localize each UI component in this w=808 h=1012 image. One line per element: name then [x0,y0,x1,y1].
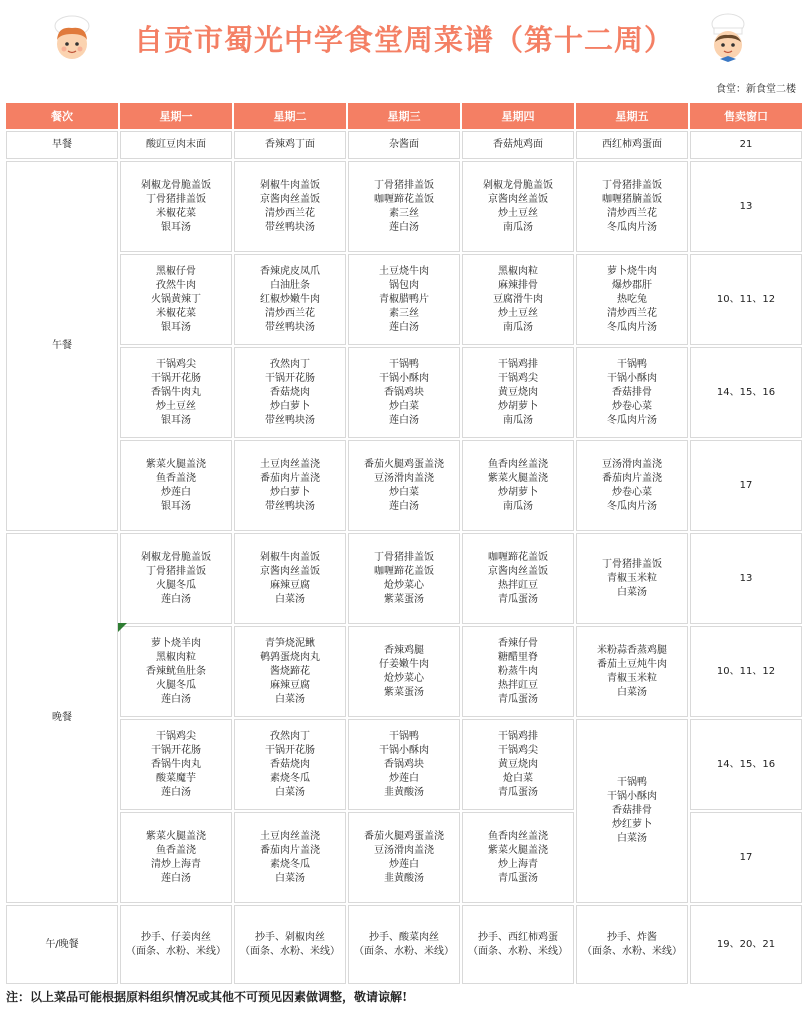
dish-item: 香锅牛肉丸 [151,758,201,770]
dish-item: 炒红萝卜 [612,819,652,830]
window-cell: 21 [690,131,802,159]
dish-item: 炒卷心菜 [612,486,652,498]
dish-item: 萝卜烧羊肉 [151,637,201,649]
dish-item: 剁椒牛肉盖饭 [260,179,320,191]
dish-item: 孜然牛肉 [156,279,196,291]
column-header: 餐次 [6,103,118,129]
dish-item: 糖醋里脊 [498,651,538,663]
dish-item: （面条、水粉、米线） [354,945,454,957]
dish-item: 土豆肉丝盖浇 [260,458,320,470]
dish-item: 冬瓜肉片汤 [607,500,657,512]
dish-item: 鱼香肉丝盖浇 [488,830,548,842]
dish-item: 香辣仔骨 [498,637,538,649]
column-header: 星期四 [462,103,574,129]
dish-item: 抄手、酸菜肉丝 [369,931,439,943]
dish-item: 干锅鸡尖 [498,744,538,756]
dish-item: 番茄火腿鸡蛋盖浇 [364,830,444,842]
table-row-dinner [6,719,802,810]
table-row-lunch [6,440,802,531]
window-cell: 14、15、16 [690,719,802,810]
dish-item: 炒莲白 [389,858,419,870]
dish-item: 干锅开花肠 [151,744,201,756]
dish-item: 银耳汤 [161,500,191,512]
dish-item: 白菜汤 [617,833,647,844]
dish-item: 丁骨猪排盖饭 [602,558,662,570]
dish-item: 带丝鸭块汤 [265,221,315,233]
menu-cell [462,905,574,984]
dish-item: 青椒腊鸭片 [379,293,429,305]
table-row-breakfast [6,131,802,159]
dish-item: 咖喱蹄花盖饭 [374,565,434,577]
dish-item: 香锅鸡块 [384,386,424,398]
dish-item: 炒白萝卜 [270,486,310,498]
dish-item: 香锅鸡块 [384,758,424,770]
dish-item: 丁骨猪排盖饭 [146,193,206,205]
dish-item: 紫菜蛋汤 [384,593,424,605]
dish-item: 酸菜魔芋 [156,772,196,784]
dish-item: 鱼香肉丝盖浇 [488,458,548,470]
dish-item: 火腿冬瓜 [156,679,196,691]
page-title: 自贡市蜀光中学食堂周菜谱（第十二周） [133,23,674,57]
dish-item: 青瓜蛋汤 [498,872,538,884]
dish-item: 鹌鹑蛋烧肉丸 [260,651,320,663]
menu-cell [576,254,688,345]
dish-item: 黑椒肉粒 [498,265,538,277]
dish-item: 清炒西兰花 [607,207,657,219]
dish-item: 冬瓜肉片汤 [607,321,657,333]
dish-item: 香锅牛肉丸 [151,386,201,398]
menu-cell [348,440,460,531]
menu-cell [120,905,232,984]
dish-item: 咖喱蹄花盖饭 [488,551,548,563]
table-row-lunch [6,254,802,345]
window-cell: 17 [690,812,802,903]
menu-cell [234,626,346,717]
dish-item: 南瓜汤 [503,221,533,233]
dish-item: 香菇排骨 [612,805,652,816]
dish-item: 鱼香盖浇 [156,844,196,856]
dish-item: 莲白汤 [389,321,419,333]
dish-item: 米椒花菜 [156,207,196,219]
dish-item: 清炒西兰花 [265,207,315,219]
dish-item: 干锅小酥肉 [607,791,657,802]
dish-item: 炒土豆丝 [156,400,196,412]
dish-item: 带丝鸭块汤 [265,414,315,426]
dish-item: 丁骨猪排盖饭 [374,179,434,191]
meal-label: 午餐 [6,161,118,531]
dish-item: 白油肚条 [270,279,310,291]
menu-cell [120,161,232,252]
dish-item: 干锅小酥肉 [379,372,429,384]
dish-item: 爆炒郡肝 [612,279,652,291]
chef-boy-icon [700,12,756,66]
dish-item: 干锅鸡排 [498,730,538,742]
dish-item: 米粉蒜香蒸鸡腿 [597,644,667,656]
menu-cell [120,719,232,810]
dish-item: 鱼香盖浇 [156,472,196,484]
menu-cell [462,626,574,717]
dish-item: 干锅鸭 [389,730,419,742]
menu-cell [576,626,688,717]
window-cell: 17 [690,440,802,531]
table-row-lunch [6,161,802,252]
dish-item: 干锅鸡尖 [156,358,196,370]
menu-cell [120,533,232,624]
dish-item: 炝炒菜心 [384,579,424,591]
dish-item: 青瓜蛋汤 [498,786,538,798]
dish-item: 抄手、西红柿鸡蛋 [478,931,558,943]
dish-item: 冬瓜肉片汤 [607,221,657,233]
menu-cell [348,626,460,717]
dish-item: 紫菜火腿盖浇 [146,830,206,842]
menu-cell [120,812,232,903]
dish-item: 干锅鸡尖 [498,372,538,384]
dish-item: 黑椒肉粒 [156,651,196,663]
dish-item: 莲白汤 [389,500,419,512]
table-header-row [6,103,802,129]
dish-item: 干锅鸡排 [498,358,538,370]
window-cell: 10、11、12 [690,254,802,345]
column-header: 星期三 [348,103,460,129]
dish-item: 抄手、炸酱 [607,931,657,943]
menu-cell [120,626,232,717]
dish-item: 紫菜蛋汤 [384,686,424,698]
dish-item: 黄豆烧肉 [498,386,538,398]
dish-item: （面条、水粉、米线） [126,945,226,957]
dish-item: 番茄肉片盖浇 [602,472,662,484]
dish-item: 白菜汤 [275,786,305,798]
dish-item: 素三丝 [389,207,419,219]
dish-item: （面条、水粉、米线） [468,945,568,957]
menu-cell [462,254,574,345]
dish-item: 炒土豆丝 [498,307,538,319]
dish-item: 紫菜火腿盖浇 [488,844,548,856]
menu-cell [462,161,574,252]
dish-item: 番茄肉片盖浇 [260,472,320,484]
dish-item: 炝炒菜心 [384,672,424,684]
dish-item: 南瓜汤 [503,321,533,333]
dish-item: 炒白萝卜 [270,400,310,412]
dish-item: 干锅小酥肉 [379,744,429,756]
dish-item: 剁椒龙骨脆盖饭 [483,179,553,191]
dish-item: 香辣虎皮凤爪 [260,265,320,277]
menu-cell [348,161,460,252]
column-header: 星期二 [234,103,346,129]
dish-item: 火锅黄辣丁 [151,293,201,305]
dish-item: 炒白菜 [389,400,419,412]
window-cell: 19、20、21 [690,905,802,984]
dish-item: 酱烧蹄花 [270,665,310,677]
dish-item: 粉蒸牛肉 [498,665,538,677]
dish-item: 干锅开花肠 [151,372,201,384]
dish-item: 银耳汤 [161,414,191,426]
dish-item: 莲白汤 [161,872,191,884]
dish-item: 孜然肉丁 [270,730,310,742]
menu-cell [120,254,232,345]
dish-item: 丁骨猪排盖饭 [602,179,662,191]
dish-item: 青椒玉米粒 [607,572,657,584]
dish-item: （面条、水粉、米线） [582,945,682,957]
dish-item: 冬瓜肉片汤 [607,414,657,426]
menu-cell: 西红柿鸡蛋面 [576,131,688,159]
dish-item: 豆汤滑肉盖浇 [374,472,434,484]
dish-item: 莲白汤 [161,786,191,798]
dish-item: 京酱肉丝盖饭 [488,565,548,577]
page-header [0,0,808,80]
menu-cell: 香辣鸡丁面 [234,131,346,159]
dish-item: 炒上海青 [498,858,538,870]
dish-item: 番茄火腿鸡蛋盖浇 [364,458,444,470]
dish-item: 土豆烧牛肉 [379,265,429,277]
dish-item: 红椒炒嫩牛肉 [260,293,320,305]
menu-cell [576,440,688,531]
menu-cell [234,812,346,903]
dish-item: 京酱肉丝盖饭 [488,193,548,205]
menu-cell [348,254,460,345]
dish-item: 孜然肉丁 [270,358,310,370]
dish-item: 香辣鸡腿 [384,644,424,656]
canteen-location: 食堂：新食堂二楼 [716,84,796,95]
dish-item: 炒胡萝卜 [498,400,538,412]
dish-item: 干锅开花肠 [265,372,315,384]
menu-cell [120,440,232,531]
dish-item: 萝卜烧牛肉 [607,265,657,277]
cell-comment-marker [118,623,127,632]
dish-item: 素烧冬瓜 [270,772,310,784]
weekly-menu-table [4,101,804,986]
menu-cell [234,719,346,810]
dish-item: 黄豆烧肉 [498,758,538,770]
dish-item: 白菜汤 [275,693,305,705]
dish-item: 抄手、剁椒肉丝 [255,931,325,943]
dish-item: 干锅鸭 [617,358,647,370]
dish-item: 炒卷心菜 [612,400,652,412]
dish-item: 米椒花菜 [156,307,196,319]
dish-item: 南瓜汤 [503,414,533,426]
menu-cell [348,905,460,984]
dish-item: 带丝鸭块汤 [265,500,315,512]
footer-note: 注：以上菜品可能根据原料组织情况或其他不可预见因素做调整，敬请谅解! [6,990,408,1004]
dish-item: 韭黄酸汤 [384,786,424,798]
dish-item: 青瓜蛋汤 [498,693,538,705]
dish-item: 番茄土豆炖牛肉 [597,658,667,670]
window-cell: 13 [690,161,802,252]
dish-item: 素烧冬瓜 [270,858,310,870]
menu-cell: 杂酱面 [348,131,460,159]
dish-item: 热拌豇豆 [498,679,538,691]
menu-cell [462,812,574,903]
dish-item: 咖喱蹄花盖饭 [374,193,434,205]
meal-label: 晚餐 [6,533,118,903]
dish-item: 炒莲白 [161,486,191,498]
dish-item: 咖喱猪腩盖饭 [602,193,662,205]
dish-item: 番茄肉片盖浇 [260,844,320,856]
menu-cell: 酸豇豆肉末面 [120,131,232,159]
column-header: 星期一 [120,103,232,129]
dish-item: 银耳汤 [161,221,191,233]
dish-item: 豆汤滑肉盖浇 [374,844,434,856]
dish-item: 热拌豇豆 [498,579,538,591]
menu-cell [576,533,688,624]
dish-item: 仔姜嫩牛肉 [379,658,429,670]
dish-item: 丁骨猪排盖饭 [374,551,434,563]
menu-cell [462,719,574,810]
dish-item: 干锅鸭 [389,358,419,370]
dish-item: 白菜汤 [275,872,305,884]
dish-item: 青笋烧泥鳅 [265,637,315,649]
dish-item: 抄手、仔姜肉丝 [141,931,211,943]
dish-item: 火腿冬瓜 [156,579,196,591]
dish-item: 青椒玉米粒 [607,672,657,684]
dish-item: 麻辣排骨 [498,279,538,291]
column-header: 售卖窗口 [690,103,802,129]
dish-item: 香辣鱿鱼肚条 [146,665,206,677]
dish-item: 干锅小酥肉 [607,372,657,384]
dish-item: 清炒上海青 [151,858,201,870]
dish-item: 紫菜火腿盖浇 [146,458,206,470]
dish-item: 银耳汤 [161,321,191,333]
dish-item: 清炒西兰花 [607,307,657,319]
dish-item: 黑椒仔骨 [156,265,196,277]
dish-item: （面条、水粉、米线） [240,945,340,957]
dish-item: 剁椒龙骨脆盖饭 [141,179,211,191]
dish-item: 炒土豆丝 [498,207,538,219]
menu-cell [234,440,346,531]
dish-item: 剁椒牛肉盖饭 [260,551,320,563]
dish-item: 干锅鸭 [617,777,647,788]
dish-item: 豆腐滑牛肉 [493,293,543,305]
dish-item: 清炒西兰花 [265,307,315,319]
dish-item: 香菇烧肉 [270,386,310,398]
menu-cell [234,533,346,624]
menu-cell [576,161,688,252]
dish-item: 莲白汤 [389,221,419,233]
dish-item: 莲白汤 [161,593,191,605]
menu-cell [120,347,232,438]
dish-item: 南瓜汤 [503,500,533,512]
dish-item: 莲白汤 [161,693,191,705]
dish-item: 炝白菜 [503,772,533,784]
menu-cell [234,347,346,438]
dish-item: 土豆肉丝盖浇 [260,830,320,842]
menu-cell-merged [576,719,688,903]
dish-item: 锅包肉 [389,279,419,291]
meal-label: 午/晚餐 [6,905,118,984]
dish-item: 干锅开花肠 [265,744,315,756]
window-cell: 14、15、16 [690,347,802,438]
dish-item: 香菇排骨 [612,386,652,398]
dish-item: 炒莲白 [389,772,419,784]
dish-item: 香菇烧肉 [270,758,310,770]
dish-item: 炒胡萝卜 [498,486,538,498]
menu-cell [462,533,574,624]
dish-item: 豆汤滑肉盖浇 [602,458,662,470]
dish-item: 京酱肉丝盖饭 [260,565,320,577]
dish-item: 白菜汤 [617,686,647,698]
menu-cell [348,719,460,810]
dish-item: 带丝鸭块汤 [265,321,315,333]
menu-cell [462,347,574,438]
menu-cell [348,533,460,624]
dish-item: 麻辣豆腐 [270,679,310,691]
dish-item: 白菜汤 [275,593,305,605]
menu-cell [576,347,688,438]
dish-item: 丁骨猪排盖饭 [146,565,206,577]
dish-item: 韭黄酸汤 [384,872,424,884]
dish-item: 青瓜蛋汤 [498,593,538,605]
dish-item: 炒白菜 [389,486,419,498]
dish-item: 紫菜火腿盖浇 [488,472,548,484]
dish-item: 热吃兔 [617,293,647,305]
window-cell: 13 [690,533,802,624]
table-row-late [6,905,802,984]
menu-cell [234,161,346,252]
meal-label: 早餐 [6,131,118,159]
table-row-lunch [6,347,802,438]
menu-cell: 香菇炖鸡面 [462,131,574,159]
menu-cell [348,812,460,903]
dish-item: 剁椒龙骨脆盖饭 [141,551,211,563]
table-row-dinner [6,533,802,624]
menu-cell [348,347,460,438]
menu-cell [576,905,688,984]
dish-item: 莲白汤 [389,414,419,426]
dish-item: 京酱肉丝盖饭 [260,193,320,205]
menu-cell [234,254,346,345]
menu-cell [462,440,574,531]
menu-cell [234,905,346,984]
window-cell: 10、11、12 [690,626,802,717]
dish-item: 干锅鸡尖 [156,730,196,742]
column-header: 星期五 [576,103,688,129]
dish-item: 麻辣豆腐 [270,579,310,591]
dish-item: 素三丝 [389,307,419,319]
dish-item: 白菜汤 [617,586,647,598]
table-row-dinner [6,626,802,717]
